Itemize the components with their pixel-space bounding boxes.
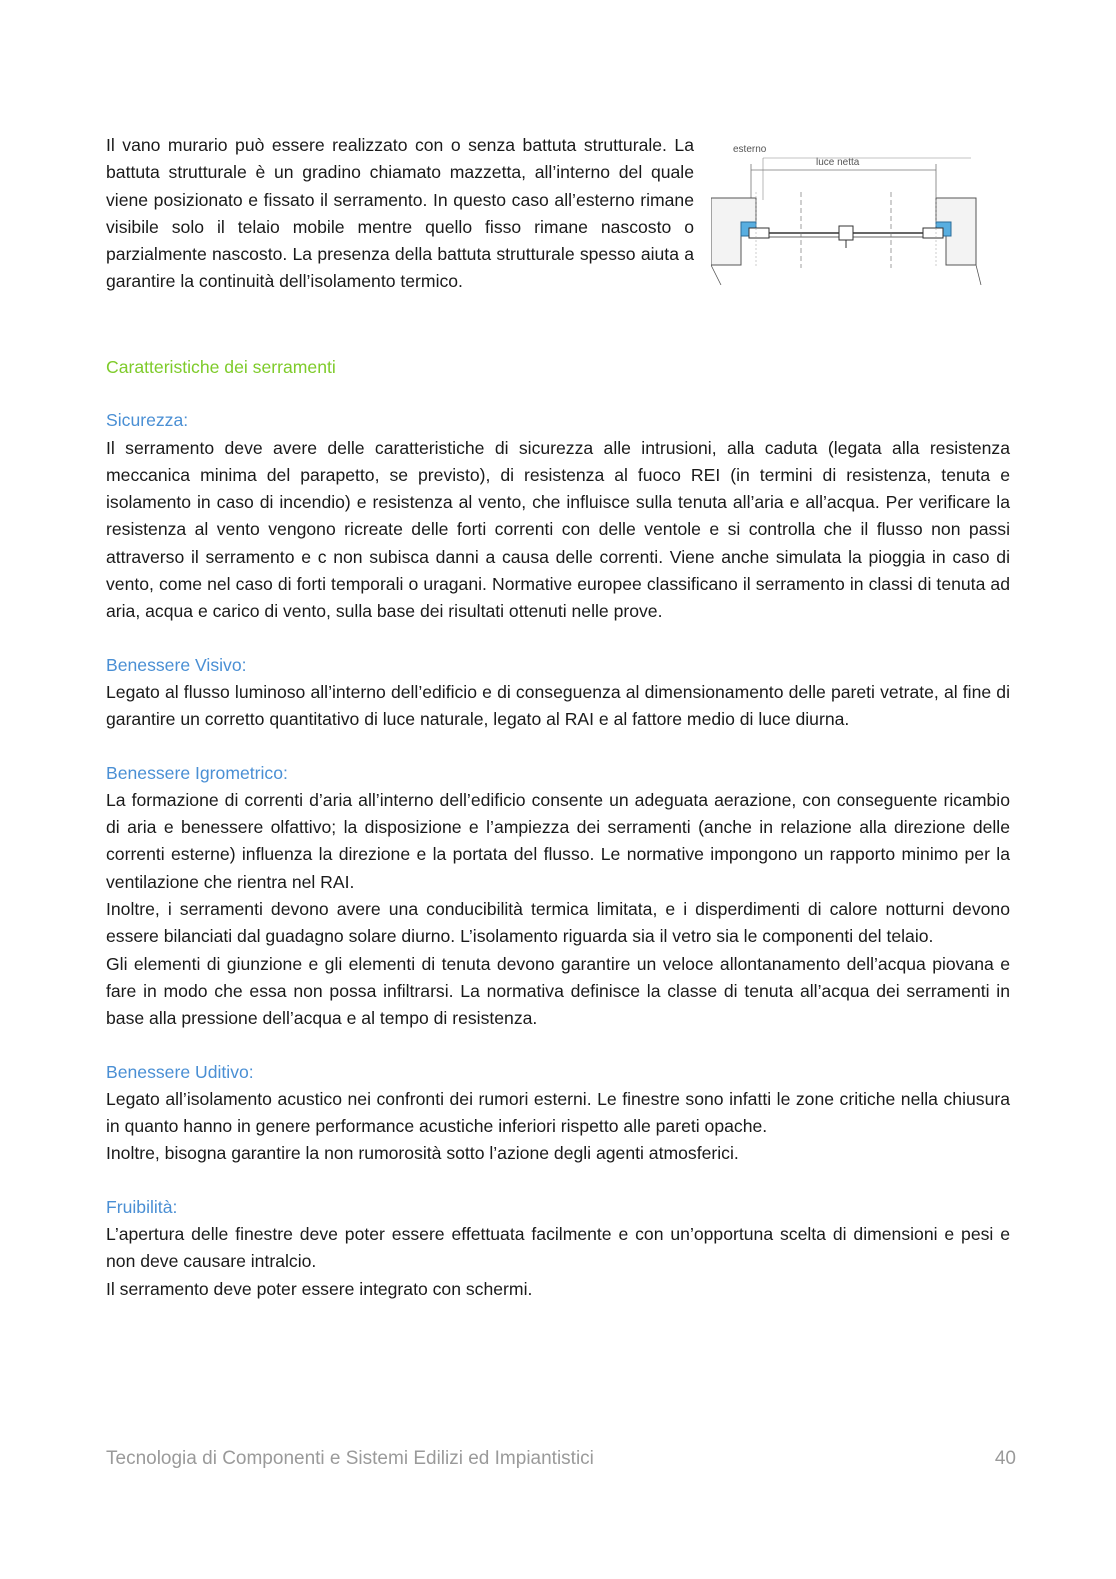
section-paragraph: Il serramento deve poter essere integrato con schermi.	[106, 1278, 533, 1299]
section-benessere-igrometrico	[106, 760, 1010, 1033]
section-paragraph: Gli elementi di giunzione e gli elementi di tenuta devono garantire un veloce allontanamento dell’acqua piovana e fare in modo che essa non possa infiltrarsi. La normativa definisce la classe di tenuta all’acqua dei serramenti in base alla pressione dell’acqua e al tempo di resistenza.	[106, 953, 1010, 1029]
section-paragraph: L’apertura delle finestre deve poter essere effettuata facilmente e con un’opportuna scelta di dimensioni e pesi e non deve causare intralcio.	[106, 1224, 1010, 1272]
page-number: 40	[994, 1448, 1016, 1469]
section-benessere-visivo	[106, 652, 1010, 734]
section-sicurezza	[106, 407, 1010, 625]
figure-label-clear-span: luce netta	[816, 157, 860, 168]
section-title-benessere-uditivo: Benessere Uditivo:	[106, 1061, 254, 1082]
section-paragraph: Legato all’isolamento acustico nei confronti dei rumori esterni. Le finestre sono infatti le zone critiche nella chiusura in quanto hanno in genere performance acustiche inferiori rispetto alle pareti opache.	[106, 1088, 1010, 1137]
section-heading-characteristics: Caratteristiche dei serramenti	[106, 357, 336, 377]
intro-block	[106, 132, 1010, 328]
page-content	[106, 132, 1010, 1303]
figure-label-outside: esterno	[733, 144, 767, 155]
section-paragraph: Il serramento deve avere delle caratteristiche di sicurezza alle intrusioni, alla caduta (legata alla resistenza meccanica minima del parapetto, se previsto), di resistenza al fuoco REI (in termini di resistenza, tenuta e isolamento in caso di incendio) e resistenza al vento, che influisce sulla tenuta all’aria e all’acqua. Per verificare la resistenza al vento vengono ricreate delle forti correnti con delle ventole e si controlla che il flusso non passi attraverso il serramento e c non subisca danni a causa delle correnti. Viene anche simulata la pioggia in caso di vento, come nel caso di forti temporali o uragani. Normative europee classificano il serramento in classi di tenuta ad aria, acqua e carico di vento, sulla base dei risultati ottenuti nelle prove.	[106, 437, 1010, 622]
window-section-diagram	[711, 140, 986, 285]
section-title-benessere-igrometrico: Benessere Igrometrico:	[106, 762, 288, 783]
intro-paragraph: Il vano murario può essere realizzato con o senza battuta strutturale. La battuta strutturale è un gradino chiamato mazzetta, all’interno del quale viene posizionato e fissato il serramento. In questo caso all’esterno rimane visibile solo il telaio mobile mentre quello fisso rimane nascosto o parzialmente nascosto. La presenza della battuta strutturale spesso aiuta a garantire la continuità dell’isolamento termico.	[106, 135, 694, 292]
section-paragraph: La formazione di correnti d’aria all’interno dell’edificio consente un adeguata aerazione, con conseguente ricambio di aria e benessere olfattivo; la disposizione e l’ampiezza dei serramenti (anche in relazione alla direzione delle correnti esterne) influenza la direzione e la portata del flusso. Le normative impongono un rapporto minimo per la ventilazione che rientra nel RAI.	[106, 789, 1010, 892]
section-title-fruibilita: Fruibilità:	[106, 1196, 178, 1217]
section-benessere-uditivo	[106, 1059, 1010, 1168]
page-footer	[106, 1448, 1016, 1478]
section-title-sicurezza: Sicurezza:	[106, 410, 189, 431]
section-paragraph: Inoltre, bisogna garantire la non rumorosità sotto l’azione degli agenti atmosferici.	[106, 1143, 739, 1164]
section-fruibilita	[106, 1194, 1010, 1303]
section-paragraph: Legato al flusso luminoso all’interno dell’edificio e di conseguenza al dimensionamento delle pareti vetrate, al fine di garantire un corretto quantitativo di luce naturale, legato al RAI e al fattore medio di luce diurna.	[106, 681, 1010, 730]
section-title-benessere-visivo: Benessere Visivo:	[106, 654, 247, 675]
footer-course-title: Tecnologia di Componenti e Sistemi Edilizi ed Impiantistici	[106, 1448, 594, 1469]
window-section-drawing	[711, 140, 986, 285]
section-paragraph: Inoltre, i serramenti devono avere una conducibilità termica limitata, e i disperdimenti di calore notturni devono essere bilanciati dal guadagno solare diurno. L’isolamento riguarda sia il vetro sia le componenti del telaio.	[106, 899, 1010, 947]
